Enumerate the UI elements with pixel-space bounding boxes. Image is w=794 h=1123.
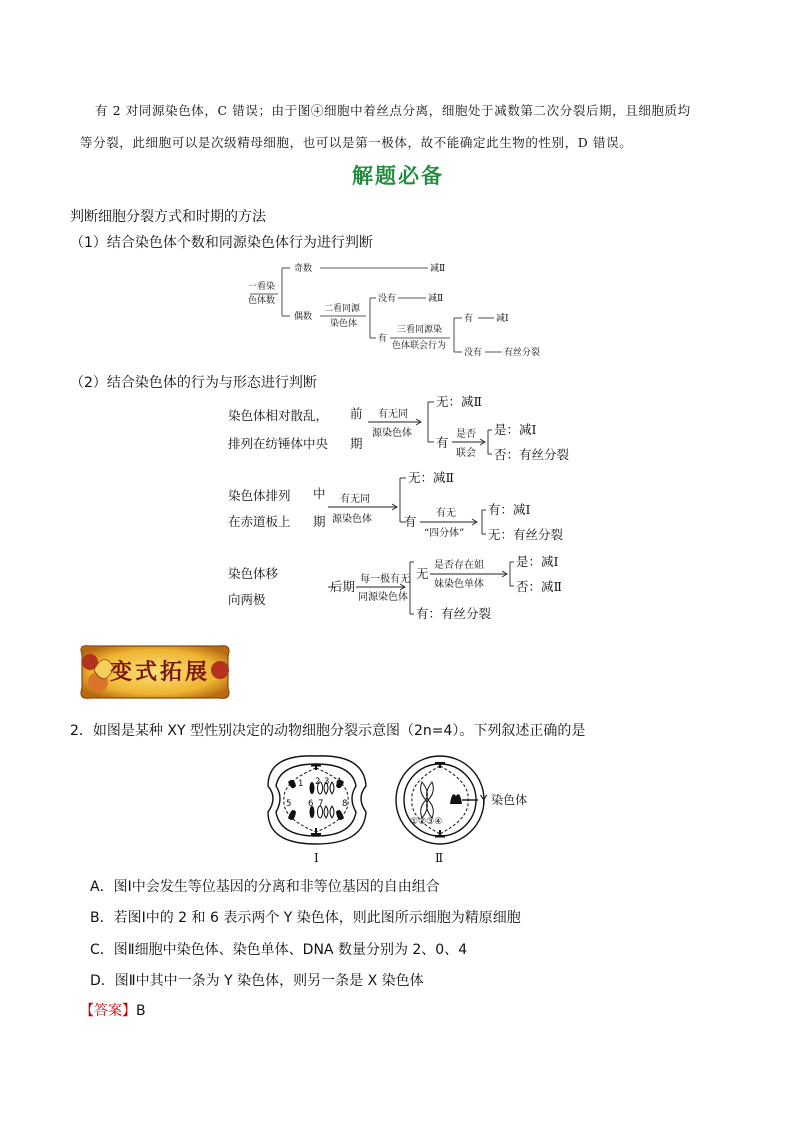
d2-r2-phase-2: 期 [313,514,326,529]
d2-r3-sub-bottom: 妹染色单体 [434,579,484,590]
d2-r3-arrow-top: 每一极有无 [360,574,410,585]
d1-third-look-1: 三看同源染 [397,325,443,335]
d2-r2-no: 无：减Ⅱ [408,470,454,485]
d1-none2-result: 有丝分裂 [504,348,541,358]
d2-r3-no-yes: 是：减Ⅰ [516,554,559,569]
d2-r2-yes-yes: 有：减Ⅰ [488,502,531,517]
chr-num-8: 8 [342,799,348,809]
d2-r1-phase-1: 前 [350,406,363,421]
d2-r3-arrow-bottom: 同源染色体 [358,592,408,603]
d2-r2-phase-1: 中 [313,486,326,501]
option-b: B．若图Ⅰ中的 2 和 6 表示两个 Y 染色体，则此图所示细胞为精原细胞 [90,910,521,926]
d2-r2-arrow-bottom: 源染色体 [332,514,372,525]
method-title: 判断细胞分裂方式和时期的方法 [70,209,266,225]
chr-num-5: 5 [286,799,292,809]
question-stem: 2．如图是某种 XY 型性别决定的动物细胞分裂示意图（2n=4）。下列叙述正确的是 [70,723,586,739]
figure-label-2: Ⅱ [435,851,444,865]
chr-num-2: 2 [315,777,321,787]
d1-none: 没有 [378,294,397,304]
intro-line-1: 有 2 对同源染色体，C 错误；由于图④细胞中着丝点分离，细胞处于减数第二次分裂后期，且细胞质均 [95,103,691,118]
section-title: 解题必备 [352,163,444,188]
d2-r2-desc-1: 染色体排列 [228,488,291,503]
d2-r3-yes: 有：有丝分裂 [416,606,492,621]
variant-extension-banner [74,640,236,704]
chr-num-1: 1 [298,779,304,789]
chr-num-4: 4 [336,777,342,787]
intro-line-2: 等分裂，此细胞可以是次级精母细胞，也可以是第一极体，故不能确定此生物的性别，D 错误。 [80,135,633,150]
d2-r2-sub-bottom: “四分体” [424,528,465,539]
d2-r1-sub-top: 是否 [456,429,476,440]
d2-r2-arrow-top: 有无同 [340,494,370,505]
d2-r3-no-no: 否：减Ⅱ [516,579,562,594]
d1-root-line1: 一看染 [248,282,276,292]
d2-r1-desc-2: 排列在纺锤体中央 [228,436,329,451]
d2-r3-sub-top: 是否存在姐 [434,560,484,571]
d2-r2-yes-no: 无：有丝分裂 [488,527,564,542]
chr-num-7: 7 [318,799,324,809]
answer-line [80,1000,146,1020]
d1-none2: 没有 [464,348,483,358]
d2-r2-yes: 有 [404,514,417,529]
d2-r1-yes: 有 [436,435,449,450]
d1-have: 有 [378,334,388,344]
d2-r1-arrow-bottom: 源染色体 [372,428,412,439]
answer-label: 【答案】 [80,1003,136,1019]
answer-value: B [136,1003,146,1019]
chr-num-6: 6 [308,799,314,809]
d2-r3-phase: 后期 [330,579,356,594]
chromosome-behavior-flowchart [220,392,600,632]
d2-r1-arrow-top: 有无同 [378,409,408,420]
d2-r1-yes-yes: 是：减Ⅰ [494,422,537,437]
y-chromosome-label: Y 染色体 [480,793,528,807]
d2-r1-no: 无：减Ⅱ [436,394,482,409]
d1-odd-result: 减Ⅱ [430,264,446,274]
option-c: C．图Ⅱ细胞中染色体、染色单体、DNA 数量分别为 2、0、4 [90,942,468,958]
d1-second-look-2: 染色体 [330,319,358,329]
d1-root-line2: 色体数 [248,296,276,306]
option-d: D．图Ⅱ中其中一条为 Y 染色体，则另一条是 X 染色体 [90,973,424,989]
d1-have2-result: 减Ⅰ [496,314,509,324]
chromosome-count-flowchart [240,256,560,364]
d2-r3-no: 无 [416,566,429,581]
part2-title: （2）结合染色体的行为与形态进行判断 [70,375,317,391]
circled-numbers: ①②③④ [410,817,443,827]
d1-odd: 奇数 [294,264,313,274]
d2-r1-phase-2: 期 [350,436,363,451]
d2-r1-sub-bottom: 联会 [456,448,476,459]
d2-r3-desc-1: 染色体移 [228,566,279,581]
d2-r2-desc-2: 在赤道板上 [228,514,291,529]
d2-r1-yes-no: 否：有丝分裂 [494,447,570,462]
chr-num-3: 3 [324,777,330,787]
cell-division-figure [260,752,560,870]
option-a: A．图Ⅰ中会发生等位基因的分离和非等位基因的自由组合 [90,879,440,895]
d2-r1-desc-1: 染色体相对散乱， [228,408,329,423]
d1-have2: 有 [464,314,474,324]
d1-even: 偶数 [294,312,313,322]
d2-r3-desc-2: 向两极 [228,592,266,607]
d1-third-look-2: 色体联会行为 [392,341,447,351]
d1-second-look-1: 二看同源 [324,304,361,314]
d2-r2-sub-top: 有无 [436,508,456,519]
part1-title: （1）结合染色体个数和同源染色体行为进行判断 [70,235,373,251]
figure-label-1: Ⅰ [314,851,319,865]
banner-text: 变式拓展 [110,659,211,685]
d1-none-result: 减Ⅱ [428,294,444,304]
